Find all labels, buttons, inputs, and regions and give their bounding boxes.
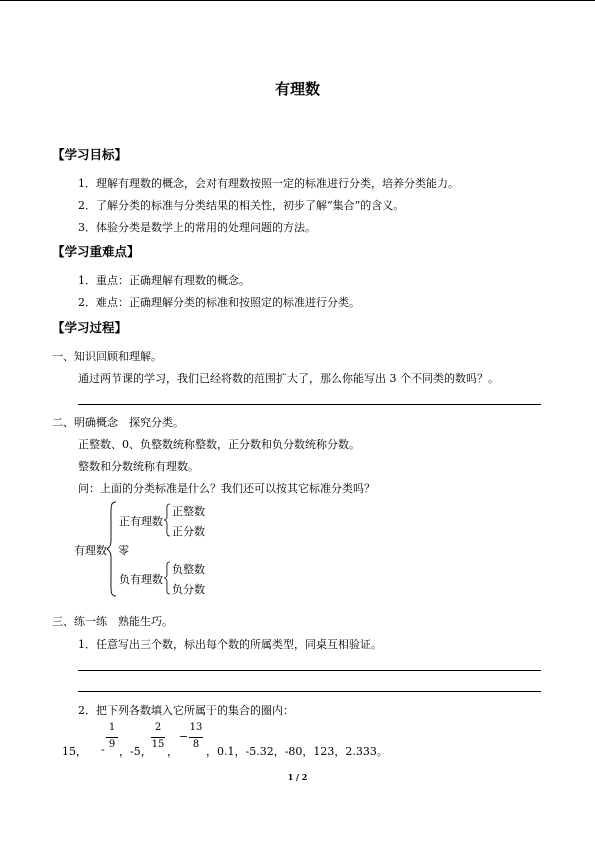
- keypoint-item: 2．难点：正确理解分类的标准和按照定的标准进行分类。: [78, 296, 360, 309]
- tree-neg-frac: 负分数: [172, 583, 205, 596]
- big-brace-icon: [106, 501, 118, 597]
- keypoints-heading: 【学习重难点】: [52, 244, 140, 259]
- page-number: 1 / 2: [287, 772, 308, 782]
- answer-line[interactable]: [78, 670, 541, 671]
- goal-item: 2．了解分类的标准与分类结果的相关性，初步了解“集合”的含义。: [78, 199, 405, 212]
- number-sep: ，: [167, 745, 178, 758]
- part2-title: 二、明确概念 探究分类。: [52, 416, 184, 429]
- number-list-rest: ，0.1，-5.32，-80，123，2.333。: [206, 745, 388, 758]
- goal-item: 3．体验分类是数学上的常用的处理问题的方法。: [78, 221, 316, 234]
- fraction-denominator: 8: [192, 739, 200, 750]
- part1-text: 通过两节课的学习，我们已经将数的范围扩大了，那么你能写出 3 个不同类的数吗？。: [78, 372, 499, 385]
- tree-pos-int: 正整数: [172, 505, 205, 518]
- goals-heading: 【学习目标】: [52, 147, 128, 162]
- tree-zero: 零: [118, 544, 129, 557]
- fraction-numerator: 2: [154, 722, 162, 733]
- part3-q1: 1．任意写出三个数，标出每个数的所属类型，同桌互相验证。: [78, 638, 382, 651]
- part2-line: 问：上面的分类标准是什么？我们还可以按其它标准分类吗？: [78, 482, 375, 495]
- tree-neg-int: 负整数: [172, 563, 205, 576]
- part1-title: 一、知识回顾和理解。: [52, 350, 162, 363]
- answer-line[interactable]: [78, 691, 541, 692]
- process-heading: 【学习过程】: [52, 320, 128, 335]
- part3-title: 三、练一练 熟能生巧。: [52, 615, 173, 628]
- tree-negative: 负有理数: [119, 573, 163, 586]
- part3-q2: 2．把下列各数填入它所属于的集合的圈内：: [78, 704, 294, 717]
- fraction-sign: -: [101, 743, 105, 756]
- header-rule: [0, 0, 595, 1]
- fraction-numerator: 13: [189, 722, 203, 733]
- goal-item: 1．理解有理数的概念，会对有理数按照一定的标准进行分类，培养分类能力。: [78, 177, 459, 190]
- tree-root: 有理数: [74, 544, 107, 557]
- fraction-bar: [106, 737, 118, 738]
- fraction-numerator: 1: [108, 722, 116, 733]
- part2-line: 正整数、0、负整数统称整数，正分数和负分数统称分数。: [78, 438, 360, 451]
- fraction-bar: [151, 737, 165, 738]
- fraction-denominator: 9: [108, 739, 116, 750]
- tree-pos-frac: 正分数: [172, 525, 205, 538]
- fraction-denominator: 15: [151, 739, 165, 750]
- tree-positive: 正有理数: [119, 515, 163, 528]
- fraction-sign: −: [179, 730, 189, 743]
- fraction-bar: [189, 737, 203, 738]
- page-title: 有理数: [274, 80, 320, 98]
- small-brace-icon: [163, 503, 171, 537]
- number-15: 15，: [62, 745, 87, 758]
- part2-line: 整数和分数统称有理数。: [78, 460, 199, 473]
- number-sep: ，-5，: [119, 745, 152, 758]
- small-brace-icon: [163, 561, 171, 595]
- answer-line[interactable]: [78, 404, 541, 405]
- keypoint-item: 1．重点：正确理解有理数的概念。: [78, 274, 250, 287]
